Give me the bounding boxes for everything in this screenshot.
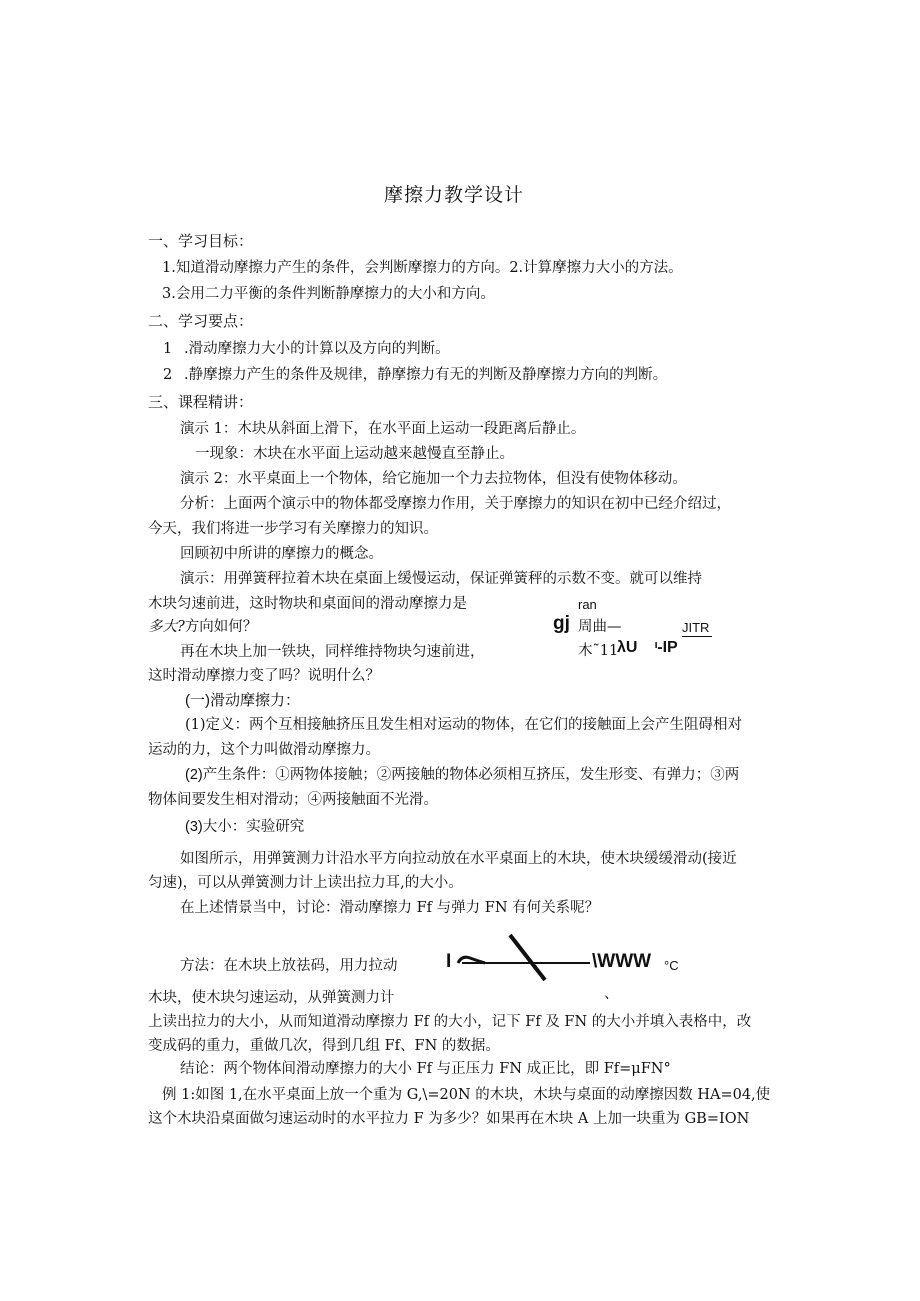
conditions-text: ：①两物体接触；②两接触的物体必须相互挤压，发生形变、有弹力；③两 (260, 767, 740, 783)
definition-line-1: (1)定义：两个互相接触挤压且发生相对运动的物体，在它们的接触面上会产生阻碍相对 (185, 717, 743, 733)
figure2-spring: \WWW (592, 951, 652, 972)
demo-3: 演示：用弹簧秤拉着木块在桌面上缓慢运动，保证弹簧秤的示数不变。就可以维持 (180, 571, 702, 587)
section-heading-keypoints: 二、学习要点： (148, 313, 254, 330)
figure-label-zhouqu: 周曲— (578, 619, 622, 635)
size-label: (3)大小：实验研究 (185, 819, 305, 835)
method-line-4: 变成码的重力，重做几次，得到几组 Ff、FN 的数据。 (148, 1038, 500, 1054)
definition-line-2: 运动的力，这个力叫做滑动摩擦力。 (148, 742, 380, 758)
figure-label-gj: gj (553, 613, 570, 634)
keypoint-1-number: 1 (163, 341, 173, 357)
method-line-2: 木块，使木块匀速运动，从弹簧测力计 (148, 990, 395, 1006)
example-line-1: 例 1:如图 1,在水平桌面上放一个重为 G,\=20N 的木块，木块与桌面的动摩擦因数 HA=04,使 (162, 1087, 771, 1103)
analysis-text: ：上面两个演示中的物体都受摩擦力作用，关于摩擦力的知识在初中已经介绍过， (209, 496, 731, 512)
figure-underline (682, 636, 712, 637)
figure2-i-mark: I (446, 951, 452, 972)
figure-label-lvu: λU (617, 639, 638, 656)
method-line-3: 上读出拉力的大小，从而知道滑动摩擦力 Ff 的大小，记下 Ff 及 FN 的大小并填入表格中，改 (148, 1014, 752, 1030)
conditions-line-2: 物体间要发生相对滑动；④两接触面不光滑。 (148, 792, 438, 808)
figure2-c-mark: °C (664, 958, 679, 973)
figure-description-1: 如图所示，用弹簧测力计沿水平方向拉动放在水平桌面上的木块，使木块缓缓滑动(接近 (180, 851, 737, 867)
analysis-continuation: 今天，我们将进一步学习有关摩擦力的知识。 (148, 521, 438, 537)
analysis-label: 分析 (180, 496, 209, 512)
demo-3-continuation: 木块匀速前进，这时物块和桌面间的滑动摩擦力是 (148, 596, 467, 612)
iron-block-question: 这时滑动摩擦力变了吗？说明什么？ (148, 668, 380, 684)
demo-2: 演示 2：水平桌面上一个物体，给它施加一个力去拉物体，但没有使物体移动。 (180, 471, 687, 487)
demo-1: 演示 1：木块从斜面上滑下，在水平面上运动一段距离后静止。 (180, 421, 586, 437)
figure-label-ip: ᶦ-IP (655, 639, 678, 656)
figure-label-jitr: JITR (682, 620, 710, 635)
goal-line-2: 3.会用二力平衡的条件判断静摩擦力的大小和方向。 (162, 286, 495, 302)
question-italic: 多大? (148, 619, 185, 635)
section-heading-goals: 一、学习目标： (148, 233, 254, 250)
conditions-label: (2)产生条件 (185, 767, 261, 783)
sliding-friction-heading: (一)滑动摩擦力： (185, 692, 300, 709)
iron-block-line: 再在木块上加一铁块，同样维持物块匀速前进， (180, 644, 485, 660)
figure-label-ran: ran (578, 597, 597, 612)
spring-scale-figure (440, 925, 700, 985)
keypoint-2-text: .静摩擦力产生的条件及规律，静摩擦力有无的判断及静摩擦力方向的判断。 (184, 367, 668, 383)
question-rest: 方向如何？ (184, 619, 258, 635)
review-line: 回顾初中所讲的摩擦力的概念。 (180, 546, 383, 562)
conclusion-line: 结论：两个物体间滑动摩擦力的大小 Ff 与正压力 FN 成正比，即 Ff=μFN° (180, 1061, 671, 1077)
figure2-comma: 、 (604, 986, 619, 1002)
goal-line-1: 1.知道滑动摩擦力产生的条件，会判断摩擦力的方向。2.计算摩擦力大小的方法。 (162, 260, 683, 276)
keypoint-1-text: .滑动摩擦力大小的计算以及方向的判断。 (184, 341, 450, 357)
discussion-line: 在上述情景当中，讨论：滑动摩擦力 Ff 与弹力 FN 有何关系呢？ (180, 900, 600, 916)
figure-description-2: 匀速)，可以从弹簧测力计上读出拉力耳,的大小。 (148, 875, 463, 891)
section-heading-lecture: 三、课程精讲： (148, 394, 254, 411)
method-line-1: 方法：在木块上放祛码，用力拉动 (180, 958, 398, 974)
page-title: 摩擦力教学设计 (384, 184, 525, 206)
keypoint-2-number: 2 (163, 367, 173, 383)
example-line-2: 这个木块沿桌面做匀速运动时的水平拉力 F 为多少？如果再在木块 A 上加一块重为 GB=ION (148, 1111, 750, 1127)
slash-line (510, 935, 545, 980)
figure-label-mu: 木˜11 (578, 643, 619, 659)
phenomenon: 一现象：木块在水平面上运动越来越慢直至静止。 (195, 446, 514, 462)
